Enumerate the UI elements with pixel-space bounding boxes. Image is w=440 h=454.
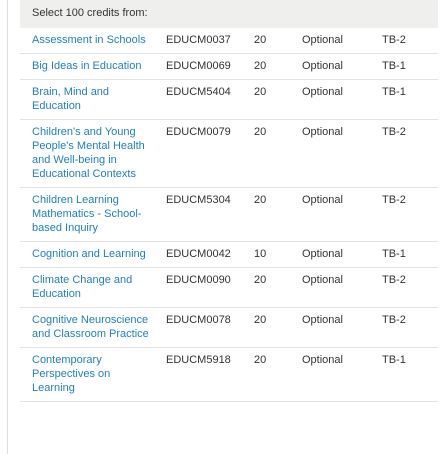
course-credits: 20 (242, 80, 290, 120)
course-link[interactable]: Brain, Mind and Education (32, 86, 110, 112)
course-code: EDUCM0037 (154, 28, 242, 54)
course-link[interactable]: Big Ideas in Education (32, 60, 142, 72)
course-table (20, 28, 438, 402)
table-row (20, 268, 438, 308)
table-row (20, 80, 438, 120)
course-code: EDUCM0079 (154, 120, 242, 188)
course-credits: 20 (242, 28, 290, 54)
section-header-label: Select 100 credits from: (32, 7, 148, 19)
course-link[interactable]: Children Learning Mathematics - School-based Inquiry (32, 194, 142, 234)
course-credits: 10 (242, 242, 290, 268)
table-row (20, 28, 438, 54)
course-status: Optional (290, 348, 370, 402)
course-status: Optional (290, 54, 370, 80)
course-credits: 20 (242, 54, 290, 80)
course-link[interactable]: Climate Change and Education (32, 274, 133, 300)
table-row (20, 120, 438, 188)
course-credits: 20 (242, 120, 290, 188)
course-link[interactable]: Children's and Young People's Mental Health and Well-being in Educational Contexts (32, 126, 145, 180)
section-header (20, 0, 438, 28)
course-teaching-block: TB-2 (370, 28, 438, 54)
course-link[interactable]: Contemporary Perspectives on Learning (32, 354, 111, 394)
course-status: Optional (290, 80, 370, 120)
course-teaching-block: TB-2 (370, 120, 438, 188)
course-credits: 20 (242, 308, 290, 348)
course-status: Optional (290, 242, 370, 268)
course-code: EDUCM5304 (154, 188, 242, 242)
table-row (20, 242, 438, 268)
course-status: Optional (290, 120, 370, 188)
course-teaching-block: TB-1 (370, 80, 438, 120)
course-status: Optional (290, 188, 370, 242)
course-status: Optional (290, 268, 370, 308)
course-credits: 20 (242, 188, 290, 242)
course-credits: 20 (242, 348, 290, 402)
course-credits: 20 (242, 268, 290, 308)
course-teaching-block: TB-1 (370, 54, 438, 80)
course-teaching-block: TB-2 (370, 188, 438, 242)
course-code: EDUCM5404 (154, 80, 242, 120)
table-row (20, 188, 438, 242)
course-code: EDUCM0090 (154, 268, 242, 308)
table-row (20, 308, 438, 348)
course-status: Optional (290, 28, 370, 54)
course-teaching-block: TB-2 (370, 268, 438, 308)
course-teaching-block: TB-1 (370, 242, 438, 268)
table-row (20, 348, 438, 402)
table-row (20, 54, 438, 80)
course-link[interactable]: Assessment in Schools (32, 34, 146, 46)
course-link[interactable]: Cognitive Neuroscience and Classroom Practice (32, 314, 149, 340)
course-code: EDUCM5918 (154, 348, 242, 402)
course-teaching-block: TB-1 (370, 348, 438, 402)
course-code: EDUCM0078 (154, 308, 242, 348)
course-code: EDUCM0042 (154, 242, 242, 268)
course-link[interactable]: Cognition and Learning (32, 248, 146, 260)
course-teaching-block: TB-2 (370, 308, 438, 348)
course-status: Optional (290, 308, 370, 348)
course-code: EDUCM0069 (154, 54, 242, 80)
